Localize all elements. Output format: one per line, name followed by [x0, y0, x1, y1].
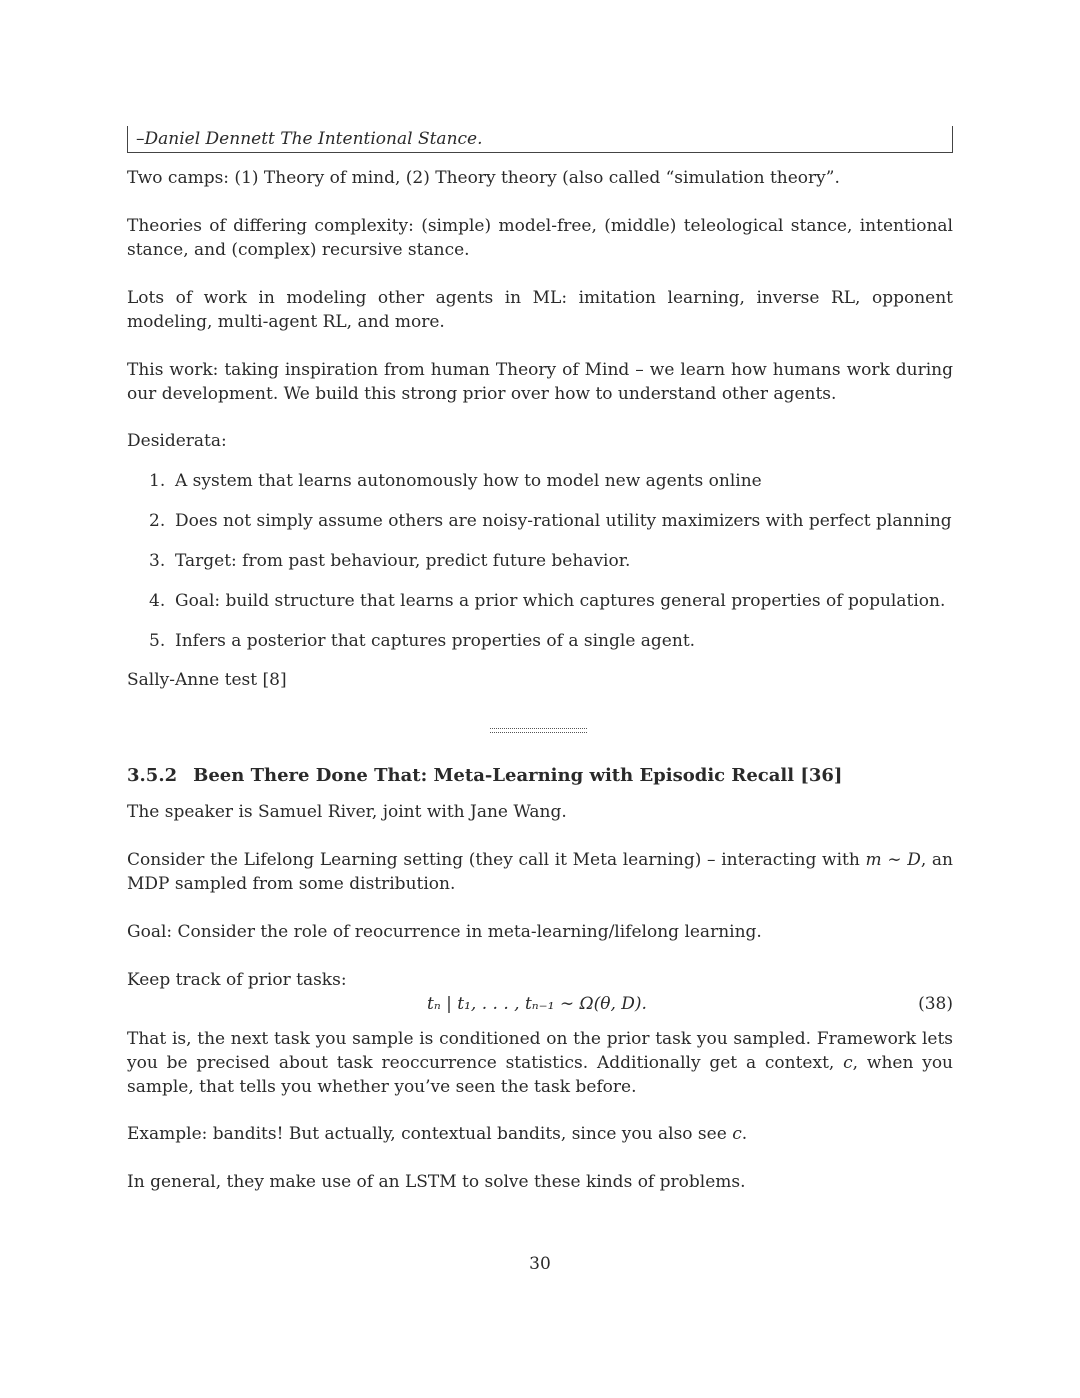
- quote-attribution: –Daniel Dennett The Intentional Stance.: [136, 129, 483, 149]
- list-item: [127, 549, 953, 589]
- list-item: [127, 469, 953, 509]
- example-text-start: Example: bandits! But actually, contextual bandits, since you also see: [127, 1124, 733, 1144]
- that-is-text-start: That is, the next task you sample is conditioned on the prior task you sampled. Framework lets you be precised about task reoccurrence statistics. Additionally get a context,: [127, 1029, 953, 1073]
- paragraph-goal: Goal: Consider the role of reocurrence in meta-learning/lifelong learning.: [127, 922, 762, 942]
- paragraph-sally-anne: Sally-Anne test [8]: [127, 670, 287, 690]
- list-item: [127, 629, 953, 669]
- example-text-end: .: [741, 1124, 748, 1144]
- list-item-text: A system that learns autonomously how to model new agents online: [175, 471, 762, 491]
- list-item-number: 3.: [149, 551, 166, 571]
- section-title: Been There Done That: Meta-Learning with Episodic Recall [36]: [193, 765, 843, 786]
- quote-box: [127, 126, 953, 153]
- desiderata-label: Desiderata:: [127, 431, 227, 451]
- list-item-text: Does not simply assume others are noisy-rational utility maximizers with perfect planning: [175, 511, 952, 531]
- lifelong-text-start: Consider the Lifelong Learning setting (they call it Meta learning) – interacting with: [127, 850, 866, 870]
- example-math: c: [732, 1124, 742, 1144]
- list-item: [127, 589, 953, 629]
- paragraph-lifelong: [127, 848, 953, 896]
- section-heading: [127, 764, 842, 788]
- list-item-text: Infers a posterior that captures properties of a single agent.: [175, 631, 696, 651]
- list-item-number: 4.: [149, 591, 166, 611]
- list-item-text: Target: from past behaviour, predict future behavior.: [175, 551, 631, 571]
- equation-number: (38): [918, 994, 953, 1014]
- list-item-number: 5.: [149, 631, 166, 651]
- list-item: [127, 509, 953, 549]
- paragraph-theories: Theories of differing complexity: (simple) model-free, (middle) teleological stance, intentional stance, and (complex) recursive stance.: [127, 216, 953, 260]
- section-number: 3.5.2: [127, 765, 178, 786]
- page-number: 30: [529, 1254, 551, 1274]
- desiderata-list: [127, 469, 953, 669]
- list-item-number: 2.: [149, 511, 166, 531]
- paragraph-two-camps: Two camps: (1) Theory of mind, (2) Theory theory (also called “simulation theory”.: [127, 168, 840, 188]
- list-item-number: 1.: [149, 471, 166, 491]
- paragraph-example: [127, 1122, 953, 1146]
- paragraph-lots-of-work: Lots of work in modeling other agents in ML: imitation learning, inverse RL, opponent modeling, multi-agent RL, and more.: [127, 288, 953, 332]
- that-is-text-end: , when you sample, that tells you whether you’ve seen the task before.: [127, 1053, 953, 1097]
- lifelong-math: m ∼ D: [865, 850, 921, 870]
- paragraph-keep-track: Keep track of prior tasks:: [127, 970, 347, 990]
- paragraph-in-general: In general, they make use of an LSTM to solve these kinds of problems.: [127, 1172, 746, 1192]
- paragraph-this-work: This work: taking inspiration from human Theory of Mind – we learn how humans work during our development. We build this strong prior over how to understand other agents.: [127, 360, 953, 404]
- paragraph-speaker: The speaker is Samuel River, joint with Jane Wang.: [127, 802, 567, 822]
- that-is-math: c: [843, 1053, 853, 1073]
- paragraph-that-is: [127, 1027, 953, 1099]
- lifelong-text-end: , an MDP sampled from some distribution.: [127, 850, 953, 894]
- equation-38: [127, 992, 953, 1016]
- section-separator: [490, 728, 587, 733]
- equation-expression: tₙ | t₁, . . . , tₙ₋₁ ∼ Ω(θ, D).: [427, 994, 647, 1014]
- list-item-text: Goal: build structure that learns a prior which captures general properties of population.: [175, 591, 946, 611]
